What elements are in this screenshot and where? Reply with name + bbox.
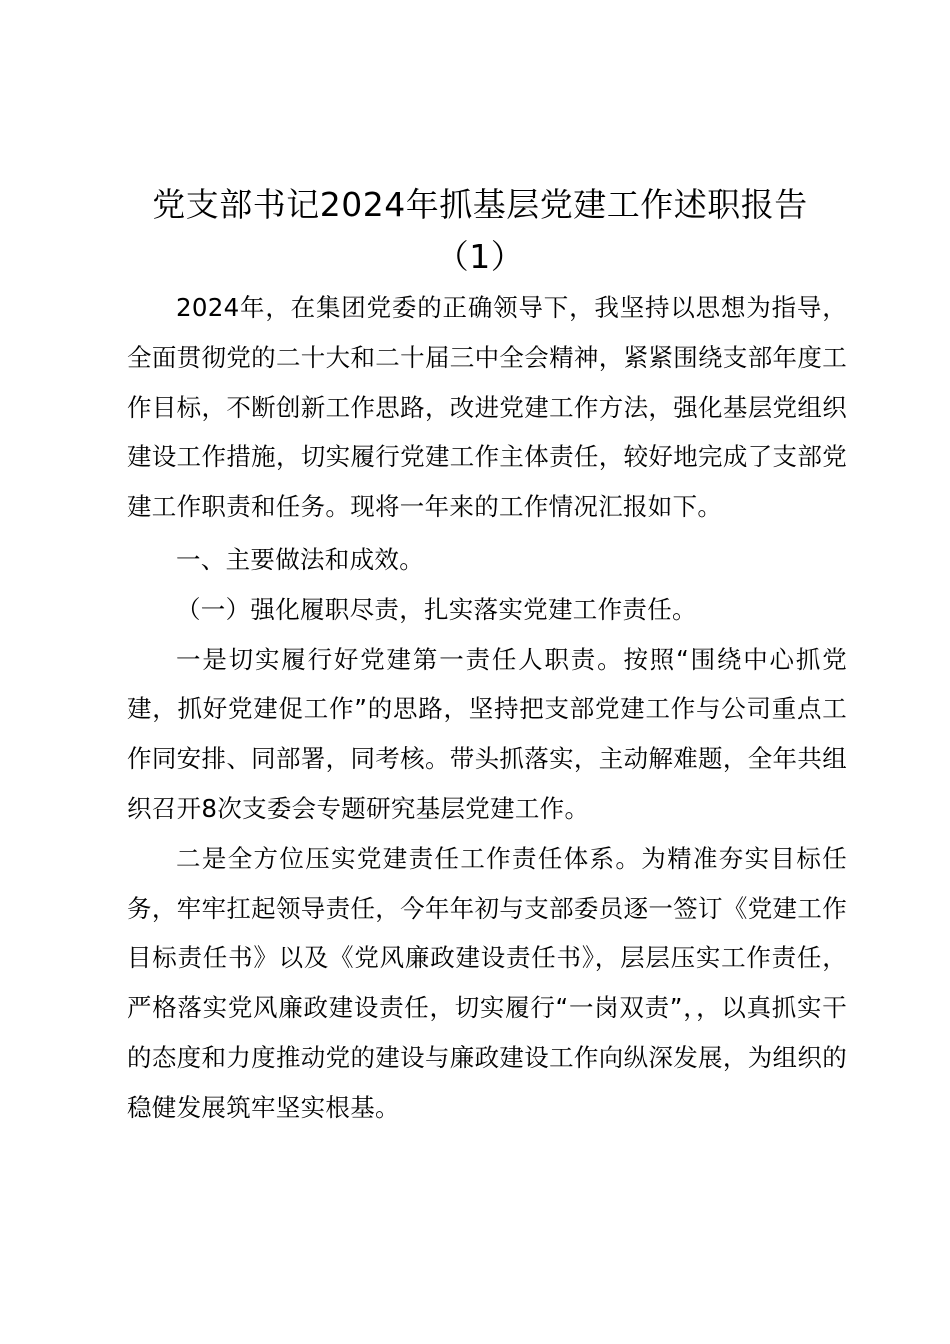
body-paragraph: 二是全方位压实党建责任工作责任体系。为精准夯实目标任务，牢牢扛起领导责任，今年年初与支部委员逐一签订《党建工作目标责任书》以及《党风廉政建设责任书》，层层压实工作责任，严格落实党风廉政建设责任，切实履行“一岗双责”，，以真抓实干的态度和力度推动党的建设与廉政建设工作向纵深发展，为组织的稳健发展筑牢坚实根基。 [127,843,847,1122]
intro-paragraph: 2024年，在集团党委的正确领导下，我坚持以思想为指导，全面贯彻党的二十大和二十届三中全会精神，紧紧围绕支部年度工作目标，不断创新工作思路，改进党建工作方法，强化基层党组织建设工作措施，切实履行党建工作主体责任，较好地完成了支部党建工作职责和任务。现将一年来的工作情况汇报如下。 [127,293,847,522]
document-title: 党支部书记2024年抓基层党建工作述职报告 [152,185,808,224]
subsection-heading: （一）强化履职尽责，扎实落实党建工作责任。 [176,594,697,624]
body-paragraph: 一是切实履行好党建第一责任人职责。按照“围绕中心抓党建，抓好党建促工作”的思路，坚持把支部党建工作与公司重点工作同安排、同部署，同考核。带头抓落实，主动解难题，全年共组织召开8次支委会专题研究基层党建工作。 [127,644,847,823]
section-heading: 一、主要做法和成效。 [176,544,424,574]
document-body [127,283,847,1133]
document-title-number: （1） [435,237,525,276]
